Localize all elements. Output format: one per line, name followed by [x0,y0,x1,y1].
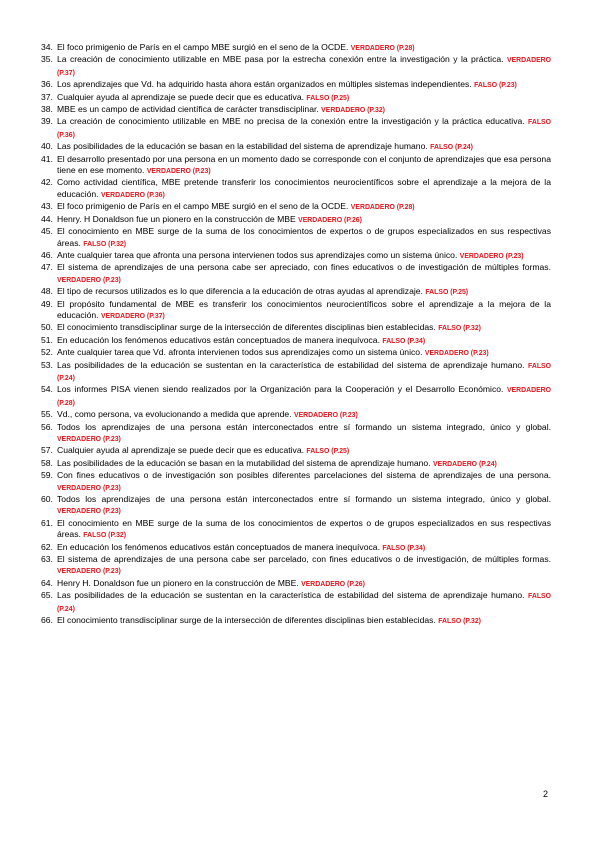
question-body [57,578,551,590]
question-body [57,92,551,104]
question-item [41,384,551,409]
answer-label: FALSO (P.24) [430,144,473,152]
question-body [57,104,551,116]
question-number: 55. [41,409,53,420]
question-number: 60. [41,494,53,505]
question-number: 63. [41,554,53,565]
question-text: El foco primigenio de París en el campo MBE surgió en el seno de la OCDE. [57,42,349,52]
question-body [57,384,551,409]
question-number: 44. [41,213,53,224]
question-item [41,201,551,213]
question-number: 66. [41,615,53,626]
answer-label: FALSO (P.25) [306,94,350,102]
question-item [41,54,551,79]
question-body [57,360,551,385]
answer-label: FALSO (P.25) [425,289,469,297]
question-body [57,518,551,542]
question-item [41,458,551,470]
answer-label: VERDADERO (P.23) [57,276,121,284]
question-text: Ante cualquier tarea que Vd. afronta intervienen todos sus aprendizajes como un sistema único. [57,347,423,358]
question-item [41,554,551,578]
question-item [41,250,551,262]
question-text: El sistema de aprendizajes de una persona cabe ser parcelado, con fines educativos o de investigación, de múltiples formas. [57,554,551,565]
answer-label: VERDADERO (P.23) [57,508,121,516]
question-text: En educación los fenómenos educativos están conceptuados de manera inequívoca. [57,334,380,345]
question-text: Los informes PISA vienen siendo realizados por la Organización para la Cooperación y el Desarrollo Económico. [57,384,504,395]
question-number: 53. [41,359,53,370]
question-item [41,360,551,385]
question-body [57,250,551,262]
question-number: 40. [41,141,53,152]
question-text: Las posibilidades de la educación se sustentan en la característica de estabilidad del sistema de aprendizaje humano. [57,590,525,601]
question-item [41,226,551,250]
answer-label: FALSO (P.34) [382,544,426,552]
answer-label: FALSO (P.23) [474,82,517,90]
question-body [57,201,551,213]
question-item [41,518,551,542]
question-item [41,262,551,286]
question-body [57,116,551,141]
answer-label: FALSO (P.24) [57,362,551,382]
question-body [57,590,551,615]
question-item [41,42,551,54]
question-body [57,154,551,178]
answer-label: VERDADERO (P.36) [100,191,165,199]
question-number: 48. [41,286,53,297]
question-item [41,590,551,615]
question-body [57,42,551,54]
answer-label: VERDADERO (P.26) [301,580,365,588]
question-number: 42. [41,177,53,188]
question-body [57,554,551,578]
question-item [41,322,551,334]
question-number: 38. [41,104,53,115]
question-body [57,615,551,627]
question-body [57,141,551,153]
question-text: La creación de conocimiento utilizable en MBE pasa por la estrecha conexión entre la investigación y la práctica. [57,54,504,65]
question-number: 65. [41,590,53,601]
question-body [57,422,551,446]
question-number: 43. [41,201,53,212]
answer-label: VERDADERO (P.28) [350,204,415,212]
question-text: Todos los aprendizajes de una persona están interconectados entre sí formando un sistema integrado, único y global. [57,421,551,432]
question-item [41,92,551,104]
question-body [57,226,551,250]
question-item [41,347,551,359]
question-item [41,299,551,323]
answer-label: VERDADERO (P.23) [57,568,121,576]
question-body [57,262,551,286]
question-number: 62. [41,541,53,552]
answer-label: VERDADERO (P.23) [459,252,524,260]
question-list [41,42,551,628]
question-number: 59. [41,470,53,481]
question-item [41,116,551,141]
question-number: 54. [41,384,53,395]
question-item [41,79,551,91]
question-text: Las posibilidades de la educación se basan en la estabilidad del sistema de aprendizaje humano. [57,141,428,152]
question-item [41,615,551,627]
question-number: 36. [41,79,53,90]
question-text: El desarrollo presentado por una persona en un momento dado se corresponde con el conjunto de aprendizajes que esa persona tiene en ese momento. [57,153,551,176]
answer-label: FALSO (P.32) [83,240,127,248]
question-text: Como actividad científica, MBE pretende transferir los conocimientos neurocientíficos sobre el aprendizaje a la mejora de la educación. [57,177,551,199]
answer-label: FALSO (P.32) [438,325,481,333]
question-text: Las posibilidades de la educación se sustentan en la característica de estabilidad del sistema de aprendizaje humano. [57,359,525,370]
question-text: El tipo de recursos utilizados es lo que diferencia a la educación de otras ayudas al aprendizaje. [57,286,423,297]
question-number: 50. [41,322,53,333]
answer-label: VERDADERO (P.28) [350,45,415,52]
question-item [41,335,551,347]
question-text: Henry. H Donaldson fue un pionero en la construcción de MBE [57,213,296,224]
question-text: Cualquier ayuda al aprendizaje se puede decir que es educativa. [57,91,304,102]
question-body [57,458,551,470]
question-item [41,494,551,518]
question-text: El conocimiento transdisciplinar surge de la intersección de diferentes disciplinas bien establecidas. [57,615,436,626]
question-body [57,177,551,201]
question-text: Henry H. Donaldson fue un pionero en la construcción de MBE. [57,577,299,588]
question-body [57,286,551,298]
question-text: El conocimiento en MBE surge de la suma de los conocimientos de expertos o de grupos especializados en sus respectivas áreas. [57,226,551,248]
question-text: Con fines educativos o de investigación son posibles diferentes parcelaciones del sistema de aprendizajes de una persona. [57,470,551,481]
question-number: 56. [41,421,53,432]
question-text: El conocimiento en MBE surge de la suma de los conocimientos de expertos o de grupos especializados en sus respectivas áreas. [57,517,551,540]
question-number: 49. [41,298,53,309]
question-number: 41. [41,153,53,164]
answer-label: VERDADERO (P.24) [433,460,497,468]
question-number: 35. [41,54,53,65]
question-number: 37. [41,91,53,102]
question-text: MBE es un campo de actividad científica de carácter transdisciplinar. [57,104,319,115]
question-item [41,422,551,446]
page-number: 2 [543,789,549,799]
answer-label: VERDADERO (P.37) [57,57,551,77]
question-text: El conocimiento transdisciplinar surge de la intersección de diferentes disciplinas bien establecidas. [57,322,436,333]
question-text: Los aprendizajes que Vd. ha adquirido hasta ahora están organizados en múltiples sistemas independientes. [57,79,472,90]
question-item [41,470,551,494]
question-body [57,322,551,334]
question-text: Ante cualquier tarea que afronta una persona intervienen todos sus aprendizajes como un sistema único. [57,249,458,260]
answer-label: FALSO (P.32) [438,618,481,626]
question-body [57,542,551,554]
question-number: 61. [41,517,53,528]
answer-label: VERDADERO (P.32) [321,107,385,115]
question-item [41,578,551,590]
question-body [57,347,551,359]
question-text: El foco primigenio de París en el campo MBE surgió en el seno de la OCDE. [57,201,349,212]
question-number: 39. [41,116,53,127]
question-item [41,409,551,421]
question-number: 52. [41,347,53,358]
question-body [57,54,551,79]
question-number: 64. [41,577,53,588]
question-text: La creación de conocimiento utilizable en MBE no precisa de la conexión entre la investigación y la práctica educativa. [57,116,525,127]
question-body [57,494,551,518]
question-body [57,299,551,323]
question-text: El sistema de aprendizajes de una persona cabe ser apreciado, con fines educativos o de investigación de múltiples formas. [57,262,551,273]
question-text: El propósito fundamental de MBE es transferir los conocimientos neurocientíficos sobre el aprendizaje a la mejora de la educación. [57,298,551,320]
answer-label: FALSO (P.36) [57,119,551,139]
answer-label: VERDADERO (P.23) [57,436,121,443]
question-number: 57. [41,445,53,456]
answer-label: FALSO (P.32) [83,532,127,540]
answer-label: FALSO (P.25) [306,448,350,456]
answer-label: VERDADERO (P.37) [100,312,165,320]
question-body [57,470,551,494]
answer-label: VERDADERO (P.23) [146,168,211,176]
question-number: 58. [41,457,53,468]
question-item [41,286,551,298]
question-item [41,141,551,153]
answer-label: VERDADERO (P.28) [57,387,552,407]
question-text: Cualquier ayuda al aprendizaje se puede decir que es educativa. [57,445,304,456]
answer-label: VERDADERO (P.23) [293,412,358,420]
question-number: 45. [41,226,53,237]
question-item [41,104,551,116]
question-item [41,542,551,554]
question-item [41,177,551,201]
question-body [57,445,551,457]
question-text: Las posibilidades de la educación se basan en la mutabilidad del sistema de aprendizaje humano. [57,457,431,468]
question-text: En educación los fenómenos educativos están conceptuados de manera inequívoca. [57,541,380,552]
answer-label: FALSO (P.34) [382,337,426,345]
question-body [57,214,551,226]
question-text: Vd., como persona, va evolucionando a medida que aprende. [57,409,292,420]
question-body [57,335,551,347]
answer-label: VERDADERO (P.26) [298,216,362,224]
question-text: Todos los aprendizajes de una persona están interconectados entre sí formando un sistema integrado, único y global. [57,494,551,505]
answer-label: VERDADERO (P.23) [424,350,489,358]
question-number: 46. [41,249,53,260]
question-number: 51. [41,334,53,345]
question-item [41,214,551,226]
answer-label: VERDADERO (P.23) [57,484,121,492]
question-item [41,445,551,457]
question-number: 34. [41,42,53,52]
question-item [41,154,551,178]
question-number: 47. [41,262,53,273]
question-body [57,79,551,91]
question-body [57,409,551,421]
answer-label: FALSO (P.24) [57,593,551,613]
